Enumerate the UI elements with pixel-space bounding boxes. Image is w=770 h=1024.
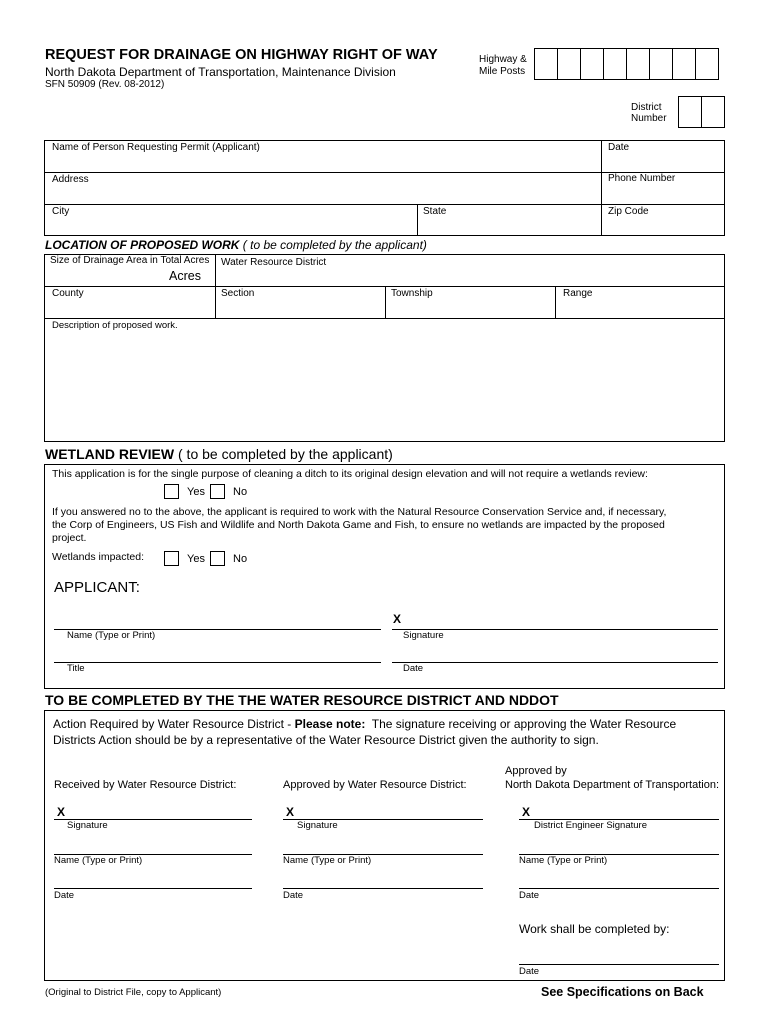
no-review-yes-checkbox[interactable] [164, 484, 179, 499]
nddot-name-label: Name (Type or Print) [519, 855, 608, 866]
county-label: County [52, 288, 84, 299]
work-completed-date-label: Date [519, 966, 540, 977]
no-review-no-label: No [233, 486, 248, 498]
work-completed-date-field[interactable] [519, 945, 719, 964]
phone-label: Phone Number [608, 173, 676, 184]
description-label: Description of proposed work. [52, 320, 178, 331]
applicant-name-print-field[interactable] [54, 609, 381, 629]
city-field[interactable] [45, 205, 416, 235]
township-label: Township [391, 288, 433, 299]
wetland-heading-title: WETLAND REVIEW [45, 446, 175, 462]
milepost-cell[interactable] [626, 48, 650, 80]
district-section-heading: TO BE COMPLETED BY THE THE WATER RESOURCE DISTRICT AND NDDOT [45, 692, 559, 708]
nddot-date-label: Date [519, 890, 540, 901]
approved-signature-x: X [286, 805, 295, 819]
wetland-heading [45, 447, 393, 461]
district-label-line-1: District [631, 102, 662, 113]
answered-no-text-line-3: project. [52, 532, 87, 544]
milepost-cell[interactable] [557, 48, 581, 80]
distribution-note: (Original to District File, copy to Applicant) [45, 987, 222, 998]
nddot-name-field[interactable] [519, 835, 719, 854]
see-specifications-note: See Specifications on Back [541, 985, 704, 999]
no-review-yes-label: Yes [187, 486, 205, 498]
milepost-cell[interactable] [672, 48, 696, 80]
received-signature-label: Signature [67, 820, 108, 831]
form-title: REQUEST FOR DRAINAGE ON HIGHWAY RIGHT OF WAY [45, 47, 438, 63]
highway-label-line-1: Highway & [479, 54, 527, 65]
location-heading [45, 239, 427, 251]
address-label: Address [52, 174, 89, 185]
received-name-field[interactable] [54, 835, 252, 854]
answered-no-text-line-2: the Corp of Engineers, US Fish and Wildlife and North Dakota Game and Fish, to ensure no wetlands are impacted by the proposed [52, 519, 665, 531]
water-resource-district-label: Water Resource District [221, 257, 327, 268]
milepost-cell[interactable] [649, 48, 673, 80]
location-heading-note: ( to be completed by the applicant) [242, 238, 427, 252]
district-number-cell[interactable] [678, 96, 702, 128]
action-required-text [53, 718, 676, 730]
applicant-name-label: Name of Person Requesting Permit (Applicant) [52, 142, 260, 153]
district-number-cell[interactable] [701, 96, 725, 128]
approved-by-label: Approved by [505, 765, 567, 777]
applicant-title-label: Title [67, 663, 85, 674]
description-field[interactable] [45, 319, 724, 441]
state-label: State [423, 206, 447, 217]
section-label: Section [221, 288, 255, 299]
no-review-no-checkbox[interactable] [210, 484, 225, 499]
milepost-cell[interactable] [580, 48, 604, 80]
nddot-signature-x: X [522, 805, 531, 819]
approved-signature-label: Signature [297, 820, 338, 831]
approved-name-field[interactable] [283, 835, 483, 854]
applicant-signature-x: X [393, 612, 402, 626]
received-by-wrd-label: Received by Water Resource District: [54, 779, 237, 791]
received-date-field[interactable] [54, 869, 252, 888]
wetlands-impacted-no-checkbox[interactable] [210, 551, 225, 566]
please-note-label: Please note: [294, 717, 366, 731]
approved-date-label: Date [283, 890, 304, 901]
wetland-heading-note: ( to be completed by the applicant) [178, 446, 393, 462]
wetland-purpose-text: This application is for the single purpose of cleaning a ditch to its original design elevation and will not require a wetlands review: [52, 468, 648, 480]
nddot-label: North Dakota Department of Transportation: [505, 779, 719, 791]
wetlands-impacted-yes-label: Yes [187, 553, 205, 565]
applicant-heading: APPLICANT: [54, 579, 140, 596]
approved-name-label: Name (Type or Print) [283, 855, 372, 866]
drainage-area-label: Size of Drainage Area in Total Acres [50, 255, 210, 266]
highway-label-line-2: Mile Posts [479, 66, 526, 77]
action-required-text-line-2: Districts Action should be by a representative of the Water Resource District given the authority to sign. [53, 733, 599, 747]
work-completed-label: Work shall be completed by: [519, 922, 670, 936]
action-required-rest: The signature receiving or approving the Water Resource [365, 717, 677, 731]
applicant-date-label: Date [403, 663, 424, 674]
applicant-signature-field[interactable] [392, 609, 718, 629]
district-engineer-signature-label: District Engineer Signature [534, 820, 647, 831]
received-signature-x: X [57, 805, 66, 819]
nddot-date-field[interactable] [519, 869, 719, 888]
received-name-label: Name (Type or Print) [54, 855, 143, 866]
received-signature-field[interactable] [54, 800, 252, 819]
wetlands-impacted-no-label: No [233, 553, 248, 565]
applicant-signature-label: Signature [403, 630, 444, 641]
approved-date-field[interactable] [283, 869, 483, 888]
applicant-title-field[interactable] [54, 642, 381, 662]
department-name: North Dakota Department of Transportation, Maintenance Division [45, 65, 396, 79]
location-heading-title: LOCATION OF PROPOSED WORK [45, 238, 240, 252]
milepost-cell[interactable] [603, 48, 627, 80]
milepost-cell[interactable] [534, 48, 558, 80]
approved-signature-field[interactable] [283, 800, 483, 819]
form-number: SFN 50909 (Rev. 08-2012) [45, 79, 165, 90]
wetlands-impacted-label: Wetlands impacted: [52, 551, 145, 563]
range-label: Range [563, 288, 593, 299]
answered-no-text-line-1: If you answered no to the above, the applicant is required to work with the Natural Resource Conservation Service and, if necessary, [52, 506, 667, 518]
action-required-lead: Action Required by Water Resource District - [53, 717, 295, 731]
acres-label: Acres [169, 269, 201, 283]
address-field[interactable] [45, 173, 600, 203]
received-date-label: Date [54, 890, 75, 901]
wetlands-impacted-yes-checkbox[interactable] [164, 551, 179, 566]
applicant-name-print-label: Name (Type or Print) [67, 630, 156, 641]
district-label-line-2: Number [631, 113, 667, 124]
approved-by-wrd-label: Approved by Water Resource District: [283, 779, 467, 791]
zip-label: Zip Code [608, 206, 649, 217]
city-label: City [52, 206, 70, 217]
milepost-cell[interactable] [695, 48, 719, 80]
date-label: Date [608, 142, 630, 153]
nddot-signature-field[interactable] [519, 800, 719, 819]
applicant-date-field[interactable] [392, 642, 718, 662]
